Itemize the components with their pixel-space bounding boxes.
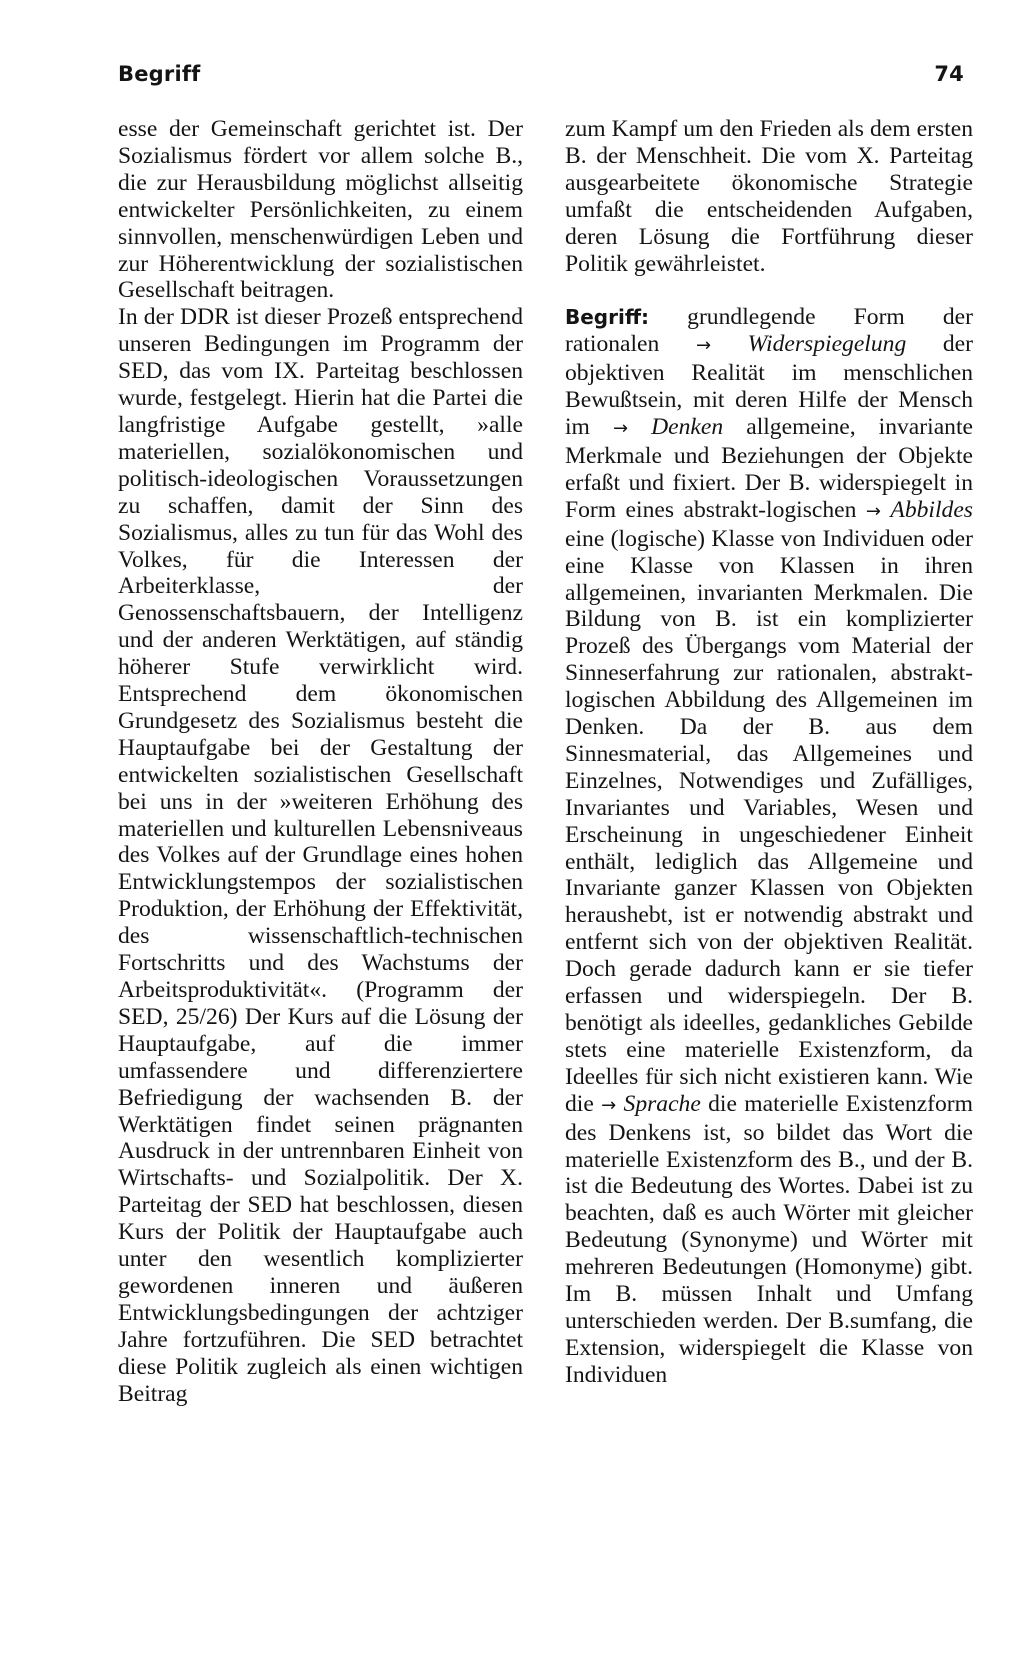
left-column xyxy=(118,116,523,1408)
cross-reference-arrow-icon: → xyxy=(865,500,881,522)
running-header xyxy=(118,62,970,92)
running-header-title: Begriff xyxy=(118,62,201,86)
cross-reference-abbildes: Abbildes xyxy=(890,496,973,523)
right-column xyxy=(565,116,973,1389)
cross-reference-denken: Denken xyxy=(651,414,724,441)
entry-text-1: grundlegende Form der rationalen xyxy=(565,304,973,358)
page-number: 74 xyxy=(934,62,964,86)
entry-headword: Begriff: xyxy=(565,305,650,330)
cross-reference-sprache: Sprache xyxy=(623,1090,701,1117)
cross-reference-arrow-icon: → xyxy=(612,418,629,440)
cross-reference-arrow-icon: → xyxy=(601,1094,617,1116)
entry-begriff xyxy=(565,304,973,1388)
left-paragraph-2: In der DDR ist dieser Prozeß entsprechend unseren Bedingungen im Programm der SED, das vom IX. Parteitag beschlossen wurde, festgelegt. Hierin hat die Partei die langfristige Aufgabe gestellt, »alle materiellen, sozialökonomischen und politisch-ideologischen Voraussetzungen zu schaffen, damit der Sinn des Sozialismus, alles zu tun für das Wohl des Volkes, für die Interessen der Arbeiterklasse, der Genossenschaftsbauern, der Intelligenz und der anderen Werktätigen, auf ständig höherer Stufe verwirklicht wird. Entsprechend dem ökonomischen Grundgesetz des Sozialismus besteht die Hauptaufgabe bei der Gestaltung der entwickelten sozialistischen Gesellschaft bei uns in der »weiteren Erhöhung des materiellen und kulturellen Lebensniveaus des Volkes auf der Grundlage eines hohen Entwicklungstempos der sozialistischen Produktion, der Erhöhung der Effektivität, des wissenschaftlich-technischen Fortschritts und des Wachstums der Arbeitsproduktivität«. (Programm der SED, 25/26) Der Kurs auf die Lösung der Hauptaufgabe, auf die immer umfassendere und differenziertere Befriedigung der wachsenden B. der Werktätigen findet seinen prägnanten Ausdruck in der untrennbaren Einheit von Wirtschafts- und Sozialpolitik. Der X. Parteitag der SED hat beschlossen, diesen Kurs der Politik der Hauptaufgabe auch unter den wesentlich komplizierter gewordenen inneren und äußeren Entwicklungsbedingungen der achtziger Jahre fortzuführen. Die SED betrachtet diese Politik zugleich als einen wichtigen Beitrag xyxy=(118,304,523,1407)
left-paragraph-1: esse der Gemeinschaft gerichtet ist. Der Sozialismus fördert vor allem solche B., die zur Herausbildung möglichst allseitig entwickelter Persönlichkeiten, zu einem sinnvollen, menschenwürdigen Leben und zur Höherentwicklung der sozialistischen Gesellschaft beitragen. xyxy=(118,116,523,304)
right-continuation-paragraph: zum Kampf um den Frieden als dem ersten B. der Menschheit. Die vom X. Parteitag ausgearbeitete ökonomische Strategie umfaßt die entscheidenden Aufgaben, deren Lösung die Fortführung dieser Politik gewährleistet. xyxy=(565,116,973,277)
entry-text-5: die materielle Existenzform des Denkens ist, so bildet das Wort die materielle Existenzform des B., und der B. ist die Bedeutung des Wortes. Dabei ist zu beachten, daß es auch Wörter mit gleicher Bedeutung (Synonyme) und Wörter mit mehreren Bedeutungen (Homonyme) gibt. Im B. müssen Inhalt und Umfang unterschieden werden. Der B.sumfang, die Extension, widerspiegelt die Klasse von Individuen xyxy=(565,1090,973,1388)
entry-text-2: der objektiven Realität im menschlichen Bewußtsein, mit deren Hilfe der Mensch im xyxy=(565,331,973,441)
entry-text-4: eine (logische) Klasse von Individuen oder eine Klasse von Klassen in ihren allgemeinen, invarianten Merkmalen. Die Bildung von B. ist ein komplizierter Prozeß des Übergangs vom Material der Sinneserfahrung zur rationalen, abstrakt-logischen Abbildung des Allgemeinen im Denken. Da der B. aus dem Sinnesmaterial, das Allgemeines und Einzelnes, Notwendiges und Zufälliges, Invariantes und Variables, Wesen und Erscheinung in ungeschiedener Einheit enthält, lediglich das Allgemeine und Invariante ganzer Klassen von Objekten heraushebt, ist er notwendig abstrakt und entfernt sich von der objektiven Realität. Doch gerade dadurch kann er sie tiefer erfassen und widerspiegeln. Der B. benötigt als ideelles, gedankliches Gebilde stets eine materielle Existenzform, da Ideelles für sich nicht existieren kann. Wie die xyxy=(565,525,973,1117)
cross-reference-widerspiegelung: Widerspiegelung xyxy=(747,331,907,358)
cross-reference-arrow-icon: → xyxy=(695,335,712,357)
entry-text-3: allgemeine, invariante Merkmale und Beziehungen der Objekte erfaßt und fixiert. Der B. widerspiegelt in Form eines abstrakt-logischen xyxy=(565,414,973,523)
